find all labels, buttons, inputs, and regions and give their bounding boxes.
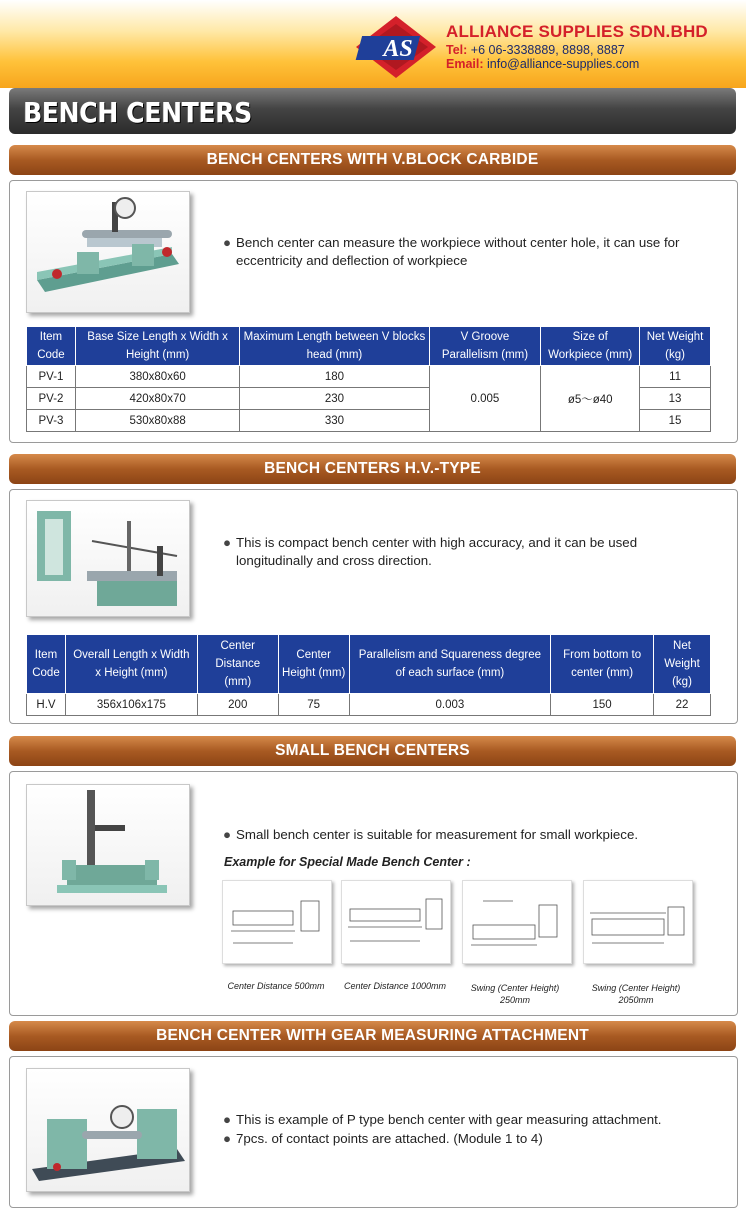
- col-header: Center Height (mm): [278, 635, 349, 694]
- bullet-gear-2: ● 7pcs. of contact points are attached. (Module 1 to 4): [223, 1131, 543, 1146]
- company-name: ALLIANCE SUPPLIES SDN.BHD: [446, 22, 708, 41]
- table-cell: 356x106x175: [65, 694, 197, 716]
- table-cell: 330: [240, 410, 429, 432]
- product-photo-small: [26, 784, 190, 906]
- table-cell: 75: [278, 694, 349, 716]
- table-cell: 0.005: [429, 366, 541, 432]
- drawing-1: [222, 880, 332, 964]
- example-caption-4: Swing (Center Height) 2050mm: [591, 983, 681, 1005]
- bullet-small-1: ● Small bench center is suitable for measurement for small workpiece.: [223, 827, 639, 842]
- section-title-gear: BENCH CENTER WITH GEAR MEASURING ATTACHMENT: [9, 1021, 736, 1051]
- col-header: Maximum Length between V blocks head (mm): [240, 327, 429, 366]
- col-header: Net Weight (kg): [654, 635, 711, 694]
- table-cell: 200: [197, 694, 278, 716]
- bullet-gear-1: ● This is example of P type bench center with gear measuring attachment.: [223, 1112, 662, 1127]
- example-title: Example for Special Made Bench Center :: [224, 855, 471, 869]
- spec-table-hv: [26, 634, 711, 716]
- col-header: From bottom to center (mm): [551, 635, 654, 694]
- page-title: BENCH CENTERS: [9, 88, 736, 134]
- contact-tel: Tel: +6 06-3338889, 8898, 8887: [446, 43, 625, 57]
- example-caption-3: Swing (Center Height) 250mm: [470, 983, 560, 1005]
- table-cell: 380x80x60: [75, 366, 239, 388]
- section-title-hv: BENCH CENTERS H.V.-TYPE: [9, 454, 736, 484]
- header-banner: [0, 0, 746, 88]
- table-cell: 0.003: [349, 694, 551, 716]
- bullet-hv-1: ● This is compact bench center with high accuracy, and it can be used longitudinally and cross direction.: [223, 535, 638, 568]
- table-cell: 22: [654, 694, 711, 716]
- col-header: Net Weight (kg): [640, 327, 711, 366]
- example-caption-1: Center Distance 500mm: [227, 981, 325, 991]
- table-cell: 13: [640, 388, 711, 410]
- table-cell: 11: [640, 366, 711, 388]
- table-cell: 530x80x88: [75, 410, 239, 432]
- col-header: Item Code: [27, 635, 66, 694]
- table-cell: 15: [640, 410, 711, 432]
- table-cell: PV-2: [27, 388, 76, 410]
- table-row: [27, 366, 711, 388]
- example-caption-2: Center Distance 1000mm: [343, 981, 447, 991]
- spec-table-vblock: [26, 326, 711, 432]
- table-cell: 150: [551, 694, 654, 716]
- bullet-vblock-1: ● Bench center can measure the workpiece without center hole, it can use for eccentricity and deflection of workpiece: [223, 235, 680, 268]
- col-header: V Groove Parallelism (mm): [429, 327, 541, 366]
- table-cell: 180: [240, 366, 429, 388]
- table-cell: PV-1: [27, 366, 76, 388]
- table-header-row: [27, 635, 711, 694]
- svg-text:AS: AS: [383, 36, 413, 62]
- col-header: Parallelism and Squareness degree of each surface (mm): [349, 635, 551, 694]
- table-cell: PV-3: [27, 410, 76, 432]
- table-cell: H.V: [27, 694, 66, 716]
- table-cell: 230: [240, 388, 429, 410]
- product-photo-hv: [26, 500, 190, 617]
- col-header: Overall Length x Width x Height (mm): [65, 635, 197, 694]
- contact-email[interactable]: Email: info@alliance-supplies.com: [446, 57, 640, 71]
- table-cell: ø5～ø40: [541, 366, 640, 432]
- table-header-row: [27, 327, 711, 366]
- col-header: Item Code: [27, 327, 76, 366]
- table-row: [27, 694, 711, 716]
- col-header: Center Distance (mm): [197, 635, 278, 694]
- drawing-3: [462, 880, 572, 964]
- drawing-4: [583, 880, 693, 964]
- section-title-small: SMALL BENCH CENTERS: [9, 736, 736, 766]
- product-photo-gear: [26, 1068, 190, 1192]
- section-title-vblock: BENCH CENTERS WITH V.BLOCK CARBIDE: [9, 145, 736, 175]
- company-logo: [354, 14, 438, 80]
- col-header: Size of Workpiece (mm): [541, 327, 640, 366]
- product-photo-vblock: [26, 191, 190, 313]
- drawing-2: [341, 880, 451, 964]
- table-cell: 420x80x70: [75, 388, 239, 410]
- col-header: Base Size Length x Width x Height (mm): [75, 327, 239, 366]
